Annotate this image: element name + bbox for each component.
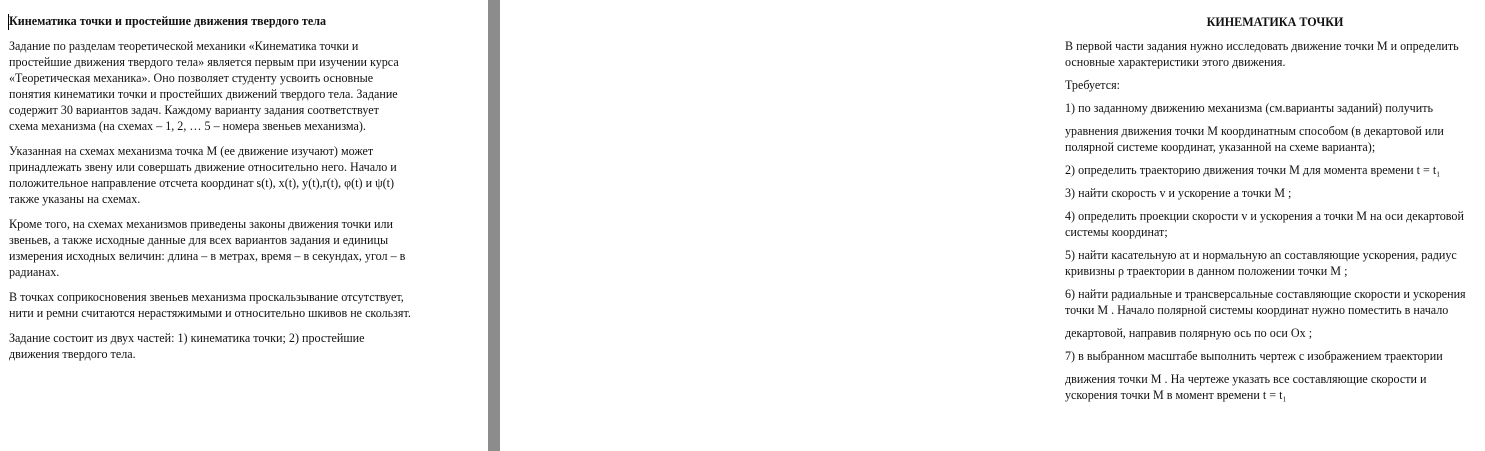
right-page[interactable] xyxy=(500,0,1466,451)
left-page-content xyxy=(9,13,479,371)
paragraph-item-6-cont xyxy=(1065,325,1485,341)
text-line: Задание по разделам теоретической механики «Кинематика точки и xyxy=(9,39,359,53)
text-line: положительное направление отсчета координат s(t), x(t), y(t),r(t), φ(t) и ψ(t) xyxy=(9,176,395,190)
text-line: уравнения движения точки М координатным способом (в декартовой или xyxy=(1065,124,1444,138)
text-line: принадлежать звену или совершать движение относительно него. Начало и xyxy=(9,160,397,174)
text-line: точки M . Начало полярной системы координат нужно поместить в начало xyxy=(1065,303,1449,317)
paragraph-required xyxy=(1065,77,1485,93)
text-line: декартовой, направив полярную ось по оси Ox ; xyxy=(1065,326,1313,340)
right-page-content xyxy=(1065,14,1485,410)
text-line: движения точки М . На чертеже указать все составляющие скорости и xyxy=(1065,372,1427,386)
text-line: полярной системе координат, указанной на схеме варианта); xyxy=(1065,140,1376,154)
text-line: 6) найти радиальные и трансверсальные составляющие скорости и ускорения xyxy=(1065,287,1466,301)
paragraph-contact xyxy=(9,289,479,321)
paragraph-item-4 xyxy=(1065,208,1485,240)
text-line: В точках соприкосновения звеньев механизма проскальзывание отсутствует, xyxy=(9,290,404,304)
text-line: также указаны на схемах. xyxy=(9,192,141,206)
text-line: нити и ремни считаются нерастяжимыми и относительно шкивов не скользят. xyxy=(9,306,411,320)
text-line: звеньев, а также исходные данные для всех вариантов задания и единицы xyxy=(9,233,389,247)
paragraph-item-1-cont xyxy=(1065,123,1485,155)
text-line: радианах. xyxy=(9,265,60,279)
text-line: движения твердого тела. xyxy=(9,347,136,361)
paragraph-item-1 xyxy=(1065,100,1485,116)
paragraph-laws xyxy=(9,216,479,280)
text-line: 2) определить траекторию движения точки М для момента времени t = t₁ xyxy=(1065,163,1441,177)
paragraph-point-m xyxy=(9,143,479,207)
text-line: Требуется: xyxy=(1065,78,1121,92)
text-line: 5) найти касательную aτ и нормальную an составляющие ускорения, радиус xyxy=(1065,248,1457,262)
paragraph-intro-right xyxy=(1065,38,1485,70)
text-line: Кроме того, на схемах механизмов приведены законы движения точки или xyxy=(9,217,393,231)
paragraph-item-6 xyxy=(1065,286,1485,318)
text-line: 1) по заданному движению механизма (см.варианты заданий) получить xyxy=(1065,101,1434,115)
text-line: Указанная на схемах механизма точка М (ее движение изучают) может xyxy=(9,144,374,158)
paragraph-item-7 xyxy=(1065,348,1485,364)
paragraph-item-2 xyxy=(1065,162,1485,178)
section-heading: КИНЕМАТИКА ТОЧКИ xyxy=(1206,15,1344,29)
text-line: простейшие движения твердого тела» является первым при изучении курса xyxy=(9,55,399,69)
text-line: измерения исходных величин: длина – в метрах, время – в секундах, угол – в xyxy=(9,249,406,263)
text-line: «Теоретическая механика». Оно позволяет студенту усвоить основные xyxy=(9,71,374,85)
left-page[interactable] xyxy=(0,0,488,451)
text-line: системы координат; xyxy=(1065,225,1168,239)
paragraph-intro xyxy=(9,38,479,134)
paragraph-item-5 xyxy=(1065,247,1485,279)
page-separator xyxy=(488,0,500,451)
text-line: содержит 30 вариантов задач. Каждому варианту задания соответствует xyxy=(9,103,379,117)
text-line: Задание состоит из двух частей: 1) кинематика точки; 2) простейшие xyxy=(9,331,365,345)
text-line: основные характеристики этого движения. xyxy=(1065,55,1286,69)
text-line: 3) найти скорость v и ускорение a точки M ; xyxy=(1065,186,1292,200)
paragraph-item-7-cont xyxy=(1065,371,1485,403)
text-line: 4) определить проекции скорости v и ускорения a точки M на оси декартовой xyxy=(1065,209,1464,223)
text-line: схема механизма (на схемах – 1, 2, … 5 – номера звеньев механизма). xyxy=(9,119,366,133)
paragraph-item-3 xyxy=(1065,185,1485,201)
text-line: 7) в выбранном масштабе выполнить чертеж с изображением траектории xyxy=(1065,349,1443,363)
text-line: В первой части задания нужно исследовать движение точки М и определить xyxy=(1065,39,1459,53)
text-line: кривизны ρ траектории в данном положении точки M ; xyxy=(1065,264,1348,278)
text-line: понятия кинематики точки и простейших движений твердого тела. Задание xyxy=(9,87,398,101)
paragraph-parts xyxy=(9,330,479,362)
document-title: Кинематика точки и простейшие движения твердого тела xyxy=(9,14,327,28)
text-line: ускорения точки M в момент времени t = t₁ xyxy=(1065,388,1287,402)
